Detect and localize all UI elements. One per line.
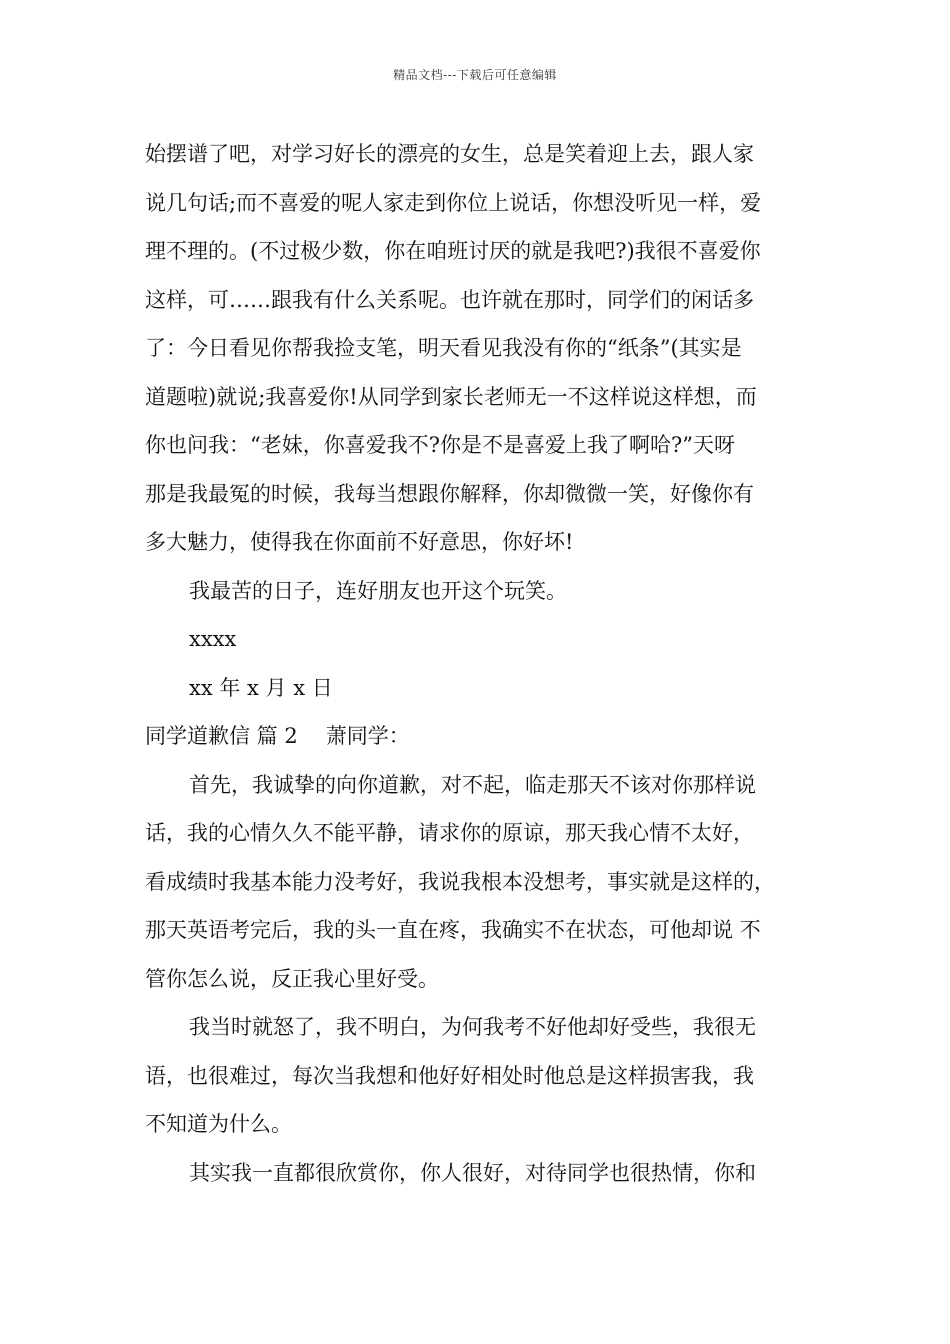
section-title: 同学道歉信 篇 2 bbox=[145, 724, 298, 748]
text-line: 道题啦)就说;我喜爱你!从同学到家长老师无一不这样说这样想，而 bbox=[145, 384, 757, 409]
salutation: 萧同学： bbox=[325, 724, 410, 748]
page-header: 精品文档---下载后可任意编辑 bbox=[393, 68, 557, 82]
text-line: 我当时就怒了，我不明白，为何我考不好他却好受些，我很无 bbox=[189, 1015, 756, 1039]
text-line: 你也问我：“老妹，你喜爱我不?你是不是喜爱上我了啊哈?”天呀 bbox=[145, 433, 735, 457]
text-line: 了：今日看见你帮我捡支笔，明天看见我没有你的“纸条”(其实是 bbox=[145, 336, 742, 360]
paragraph-continuation bbox=[145, 130, 825, 567]
text-line: 话，我的心情久久不能平静，请求你的原谅，那天我心情不太好， bbox=[145, 821, 754, 845]
text-line: 多大魅力，使得我在你面前不好意思，你好坏! bbox=[145, 530, 574, 554]
paragraph-anger bbox=[145, 1003, 825, 1149]
signature-date: xx 年 x 月 x 日 bbox=[189, 675, 333, 700]
signature-name: xxxx bbox=[189, 627, 237, 651]
paragraph-short: 我最苦的日子，连好朋友也开这个玩笑。 bbox=[189, 578, 567, 603]
text-line: 不知道为什么。 bbox=[145, 1112, 292, 1136]
text-line: 管你怎么说，反正我心里好受。 bbox=[145, 966, 439, 991]
document-body bbox=[145, 130, 825, 1197]
text-line: 看成绩时我基本能力没考好，我说我根本没想考，事实就是这样的， bbox=[145, 869, 775, 894]
paragraph-apology bbox=[145, 761, 825, 1004]
section-title-row bbox=[145, 712, 825, 761]
text-line: 其实我一直都很欣赏你，你人很好，对待同学也很热情，你和 bbox=[189, 1160, 756, 1185]
text-line: 说几句话;而不喜爱的呢人家走到你位上说话，你想没听见一样，爱 bbox=[145, 190, 762, 215]
text-line: 那是我最冤的时候，我每当想跟你解释，你却微微一笑，好像你有 bbox=[145, 481, 754, 506]
text-line: 始摆谱了吧，对学习好长的漂亮的女生，总是笑着迎上去，跟人家 bbox=[145, 142, 754, 166]
paragraph-appreciation bbox=[145, 1149, 825, 1198]
text-line: 这样，可……跟我有什么关系呢。也许就在那时，同学们的闲话多 bbox=[145, 287, 754, 312]
text-line: 语，也很难过，每次当我想和他好好相处时他总是这样损害我，我 bbox=[145, 1063, 754, 1088]
text-line: 那天英语考完后，我的头一直在疼，我确实不在状态，可他却说 不 bbox=[145, 918, 761, 942]
text-line: 首先，我诚挚的向你道歉，对不起，临走那天不该对你那样说 bbox=[189, 772, 756, 797]
text-line: 理不理的。(不过极少数，你在咱班讨厌的就是我吧?)我很不喜爱你 bbox=[145, 239, 761, 263]
